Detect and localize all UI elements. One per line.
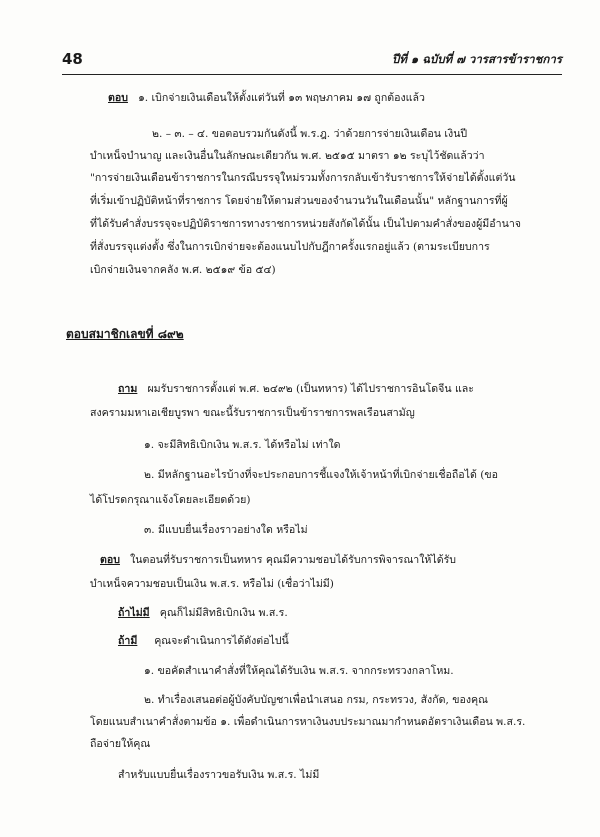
page-header: [62, 50, 562, 72]
reply-line-2: บำเหน็จความชอบเป็นเงิน พ.ส.ร. หรือไม่ (เชื่อว่าไม่มี): [90, 578, 334, 590]
reply-closing: สำหรับแบบยื่นเรื่องราวขอรับเงิน พ.ส.ร. ไม่มี: [118, 769, 320, 781]
question-item-2: ๒. มีหลักฐานอะไรบ้างที่จะประกอบการชี้แจงให้เจ้าหน้าที่เบิกจ่ายเชื่อถือได้ (ขอ: [144, 469, 498, 481]
question-item-2-cont: ได้โปรดกรุณาแจ้งโดยละเอียดด้วย): [90, 494, 251, 506]
answer-paragraph-line: ที่ได้รับคำสั่งบรรจุจะปฏิบัติราชการทางราชการหน่วยสังกัดได้นั้น เป็นไปตามคำสั่งของผู้มีอำนาจ: [90, 218, 521, 230]
reply-step-2-cont: โดยแนบสำเนาคำสั่งตามข้อ ๑. เพื่อดำเนินการหาเงินงบประมาณมากำหนดอัตราเงินเดือน พ.ส.ร.: [90, 716, 526, 728]
section-heading: ตอบสมาชิกเลขที่ ๘๙๒: [66, 327, 184, 341]
answer-1-line: [108, 91, 425, 105]
answer-paragraph-line: บำเหน็จบำนาญ และเงินอื่นในลักษณะเดียวกัน พ.ศ. ๒๕๑๕ มาตรา ๑๒ ระบุไว้ชัดแล้วว่า: [90, 150, 485, 162]
if-yes-text: คุณจะดำเนินการได้ดังต่อไปนี้: [154, 635, 289, 647]
if-yes-label: ถ้ามี: [118, 635, 138, 647]
running-head: ปีที่ ๑ ฉบับที่ ๗ วารสารข้าราชการ: [392, 52, 562, 66]
question-intro-line-2: สงครามมหาเอเชียบูรพา ขณะนี้รับราชการเป็นข้าราชการพลเรือนสามัญ: [90, 407, 415, 419]
question-item-3: ๓. มีแบบยื่นเรื่องราวอย่างใด หรือไม่: [144, 524, 308, 536]
question-item-1: ๑. จะมีสิทธิเบิกเงิน พ.ส.ร. ได้หรือไม่ เท่าใด: [144, 439, 341, 451]
reply-label: ตอบ: [100, 554, 120, 566]
answer-paragraph-line: "การจ่ายเงินเดือนข้าราชการในกรณีบรรจุใหม่รวมทั้งการกลับเข้ารับราชการให้จ่ายได้ตั้งแต่วัน: [90, 172, 516, 184]
question-label: ถาม: [118, 383, 138, 395]
header-rule: [62, 74, 562, 75]
reply-line-1-text: ในตอนที่รับราชการเป็นทหาร คุณมีความชอบได้รับการพิจารณาให้ได้รับ: [130, 554, 457, 566]
if-no-text: คุณก็ไม่มีสิทธิเบิกเงิน พ.ส.ร.: [159, 607, 288, 619]
answer-paragraph-line: ที่สั่งบรรจุแต่งตั้ง ซึ่งในการเบิกจ่ายจะต้องแนบไปกับฎีกาครั้งแรกอยู่แล้ว (ตามระเบียบการ: [90, 241, 490, 253]
reply-if-no: [118, 606, 288, 620]
if-no-label: ถ้าไม่มี: [118, 607, 150, 619]
reply-step-1: ๑. ขอคัดสำเนาคำสั่งที่ให้คุณได้รับเงิน พ.ส.ร. จากกระทรวงกลาโหม.: [144, 665, 454, 677]
reply-step-2: ๒. ทำเรื่องเสนอต่อผู้บังคับบัญชาเพื่อนำเสนอ กรม, กระทรวง, สังกัด, ของคุณ: [144, 694, 488, 706]
page-number: 48: [62, 50, 83, 68]
answer-label: ตอบ: [108, 92, 128, 104]
reply-step-2-cont: ถือจ่ายให้คุณ: [90, 738, 151, 750]
answer-1-text: ๑. เบิกจ่ายเงินเดือนให้ตั้งแต่วันที่ ๑๓ พฤษภาคม ๑๗ ถูกต้องแล้ว: [138, 92, 425, 104]
answer-paragraph-line: ที่เริ่มเข้าปฏิบัติหน้าที่ราชการ โดยจ่ายให้ตามส่วนของจำนวนวันในเดือนนั้น" หลักฐานการที่ผู้: [90, 195, 508, 207]
reply-line-1: [100, 553, 456, 567]
answer-paragraph-line: เบิกจ่ายเงินจากคลัง พ.ศ. ๒๕๑๙ ข้อ ๕๔): [90, 264, 276, 276]
reply-if-yes: [118, 634, 289, 648]
question-intro-text: ผมรับราชการตั้งแต่ พ.ศ. ๒๔๙๒ (เป็นทหาร) ได้ไปราชการอินโดจีน และ: [147, 383, 474, 395]
answer-paragraph-line: ๒. – ๓. – ๔. ขอตอบรวมกันดังนี้ พ.ร.ฎ. ว่าด้วยการจ่ายเงินเดือน เงินปี: [152, 128, 468, 140]
question-intro-line: [118, 382, 474, 396]
